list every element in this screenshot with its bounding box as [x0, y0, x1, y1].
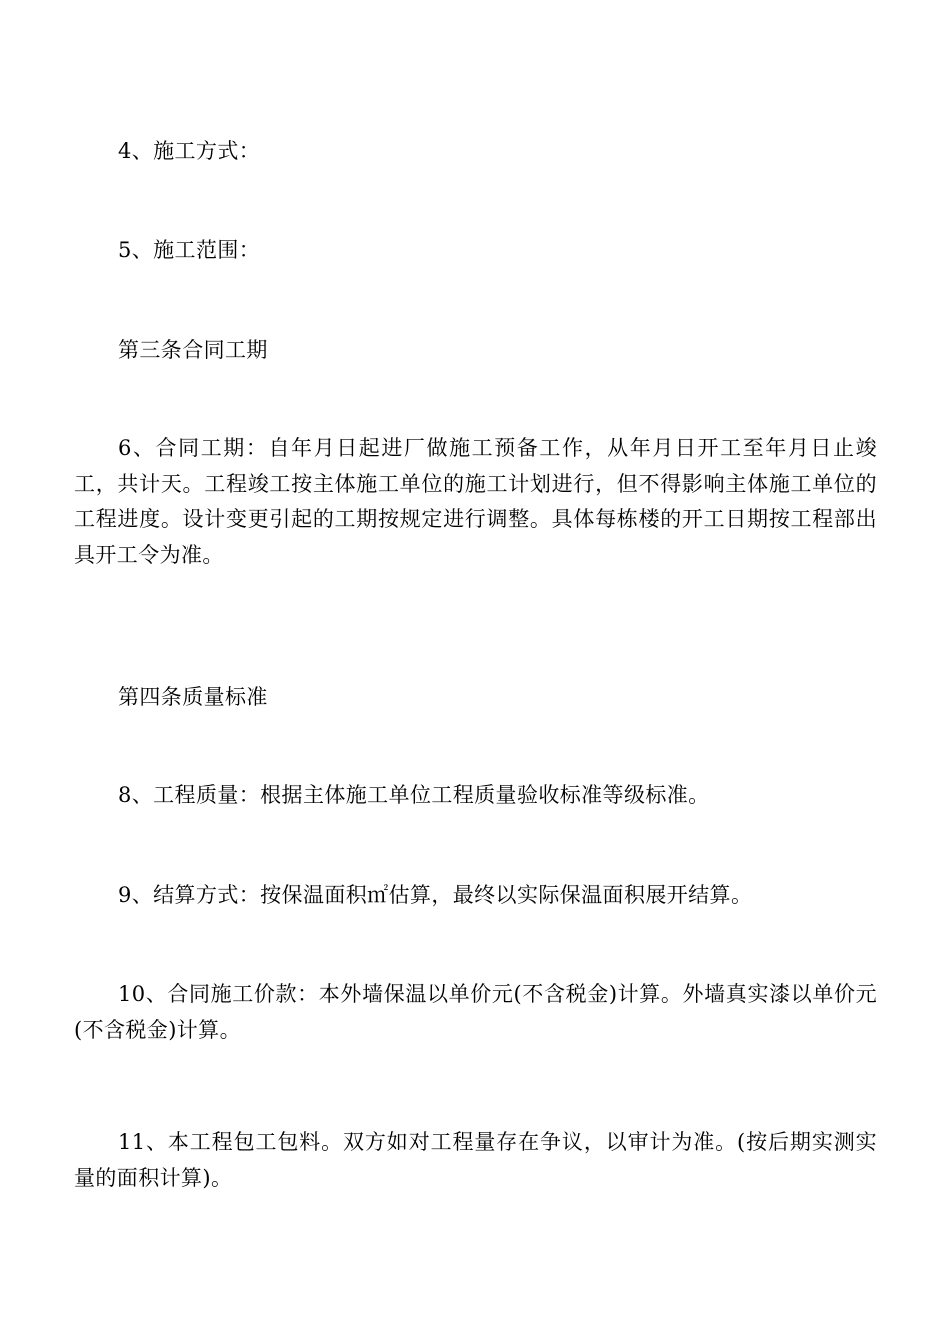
item-9-settlement-method: 9、结算方式：按保温面积㎡估算，最终以实际保温面积展开结算。	[118, 883, 753, 907]
item-5-construction-scope: 5、施工范围：	[118, 238, 261, 262]
item-11-labor-and-materials: 11、本工程包工包料。双方如对工程量存在争议，以审计为准。(按后期实测实量的面积计算)。	[74, 1130, 877, 1190]
section-heading-contract-period: 第三条合同工期	[118, 338, 268, 362]
item-8-engineering-quality: 8、工程质量：根据主体施工单位工程质量验收标准等级标准。	[118, 783, 710, 807]
section-heading-quality-standard: 第四条质量标准	[118, 685, 268, 709]
item-10-contract-price: 10、合同施工价款：本外墙保温以单价元(不含税金)计算。外墙真实漆以单价元(不含税金)计算。	[74, 982, 877, 1042]
item-6-contract-period: 6、合同工期：自年月日起进厂做施工预备工作，从年月日开工至年月日止竣工，共计天。工程竣工按主体施工单位的施工计划进行，但不得影响主体施工单位的工程进度。设计变更引起的工期按规定进行调整。具体每栋楼的开工日期按工程部出具开工令为准。	[74, 436, 877, 567]
item-4-construction-method: 4、施工方式：	[118, 139, 261, 163]
